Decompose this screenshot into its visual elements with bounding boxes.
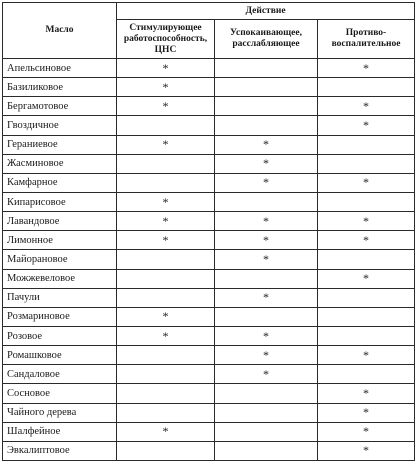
- calming-cell: *: [215, 365, 318, 384]
- table-row: [3, 403, 415, 422]
- calming-cell: [215, 307, 318, 326]
- stimulating-cell: [117, 403, 215, 422]
- stimulating-cell: [117, 269, 215, 288]
- stimulating-cell: [117, 384, 215, 403]
- anti-inflammatory-cell: [318, 288, 415, 307]
- stimulating-cell: *: [117, 422, 215, 441]
- anti-inflammatory-cell: *: [318, 59, 415, 78]
- anti-inflammatory-cell: [318, 154, 415, 173]
- stimulating-cell: *: [117, 78, 215, 97]
- stimulating-cell: [117, 173, 215, 192]
- calming-cell: *: [215, 231, 318, 250]
- stimulating-cell: *: [117, 135, 215, 154]
- essential-oils-table: [2, 2, 415, 461]
- stimulating-cell: [117, 288, 215, 307]
- oil-name-cell: Сосновое: [3, 384, 117, 403]
- calming-cell: [215, 422, 318, 441]
- oil-name-cell: Майорановое: [3, 250, 117, 269]
- calming-cell: *: [215, 135, 318, 154]
- table-row: [3, 173, 415, 192]
- anti-inflammatory-cell: [318, 135, 415, 154]
- oil-name-cell: Розовое: [3, 326, 117, 345]
- oil-name-cell: Базиликовое: [3, 78, 117, 97]
- calming-cell: [215, 441, 318, 460]
- calming-cell: *: [215, 326, 318, 345]
- anti-inflammatory-cell: *: [318, 269, 415, 288]
- oil-name-cell: Жасминовое: [3, 154, 117, 173]
- stimulating-cell: *: [117, 307, 215, 326]
- table-row: [3, 231, 415, 250]
- anti-inflammatory-cell: [318, 365, 415, 384]
- table-row: [3, 269, 415, 288]
- oil-name-cell: Бергамотовое: [3, 97, 117, 116]
- table-row: [3, 365, 415, 384]
- stimulating-cell: [117, 250, 215, 269]
- oil-name-cell: Лавандовое: [3, 212, 117, 231]
- oil-name-cell: Гераниевое: [3, 135, 117, 154]
- calming-cell: *: [215, 173, 318, 192]
- calming-cell: [215, 192, 318, 211]
- anti-inflammatory-cell: [318, 307, 415, 326]
- anti-inflammatory-cell: *: [318, 403, 415, 422]
- table-row: [3, 78, 415, 97]
- stimulating-cell: [117, 441, 215, 460]
- calming-cell: [215, 78, 318, 97]
- oil-name-cell: Шалфейное: [3, 422, 117, 441]
- table-body: [3, 59, 415, 461]
- table-row: [3, 135, 415, 154]
- anti-inflammatory-cell: *: [318, 173, 415, 192]
- oil-column-header: Масло: [3, 3, 117, 59]
- oil-name-cell: Пачули: [3, 288, 117, 307]
- table-row: [3, 59, 415, 78]
- oil-name-cell: Гвоздичное: [3, 116, 117, 135]
- oil-name-cell: Ромашковое: [3, 346, 117, 365]
- table-row: [3, 250, 415, 269]
- calming-column-header: Успокаивающее, расслабляющее: [215, 20, 318, 59]
- stimulating-cell: [117, 154, 215, 173]
- oil-name-cell: Эвкалиптовое: [3, 441, 117, 460]
- table-row: [3, 154, 415, 173]
- anti-inflammatory-column-header: Противо-воспалительное: [318, 20, 415, 59]
- calming-cell: *: [215, 346, 318, 365]
- anti-inflammatory-cell: *: [318, 441, 415, 460]
- anti-inflammatory-cell: *: [318, 97, 415, 116]
- table-row: [3, 288, 415, 307]
- table-row: [3, 307, 415, 326]
- anti-inflammatory-cell: *: [318, 116, 415, 135]
- table-header-row: [3, 3, 415, 20]
- anti-inflammatory-cell: [318, 326, 415, 345]
- stimulating-cell: [117, 116, 215, 135]
- stimulating-cell: [117, 365, 215, 384]
- table-row: [3, 346, 415, 365]
- anti-inflammatory-cell: [318, 192, 415, 211]
- anti-inflammatory-cell: *: [318, 212, 415, 231]
- stimulating-cell: *: [117, 212, 215, 231]
- calming-cell: *: [215, 250, 318, 269]
- oil-name-cell: Сандаловое: [3, 365, 117, 384]
- stimulating-cell: *: [117, 192, 215, 211]
- table-row: [3, 212, 415, 231]
- calming-cell: [215, 403, 318, 422]
- oil-name-cell: Апельсиновое: [3, 59, 117, 78]
- anti-inflammatory-cell: *: [318, 231, 415, 250]
- calming-cell: *: [215, 154, 318, 173]
- table-row: [3, 192, 415, 211]
- anti-inflammatory-cell: *: [318, 384, 415, 403]
- stimulating-cell: *: [117, 97, 215, 116]
- oil-name-cell: Камфарное: [3, 173, 117, 192]
- oil-name-cell: Можжевеловое: [3, 269, 117, 288]
- table-row: [3, 384, 415, 403]
- calming-cell: [215, 59, 318, 78]
- stimulating-column-header: Стимулирующее работоспособность, ЦНС: [117, 20, 215, 59]
- table-row: [3, 326, 415, 345]
- table-row: [3, 116, 415, 135]
- oil-name-cell: Кипарисовое: [3, 192, 117, 211]
- stimulating-cell: *: [117, 59, 215, 78]
- oil-name-cell: Розмариновое: [3, 307, 117, 326]
- anti-inflammatory-cell: [318, 250, 415, 269]
- stimulating-cell: [117, 346, 215, 365]
- oil-name-cell: Чайного дерева: [3, 403, 117, 422]
- action-group-header: Действие: [117, 3, 415, 20]
- calming-cell: [215, 384, 318, 403]
- anti-inflammatory-cell: *: [318, 346, 415, 365]
- calming-cell: *: [215, 288, 318, 307]
- calming-cell: [215, 269, 318, 288]
- oil-name-cell: Лимонное: [3, 231, 117, 250]
- anti-inflammatory-cell: *: [318, 422, 415, 441]
- table-row: [3, 97, 415, 116]
- table-row: [3, 441, 415, 460]
- stimulating-cell: *: [117, 231, 215, 250]
- table-row: [3, 422, 415, 441]
- anti-inflammatory-cell: [318, 78, 415, 97]
- calming-cell: *: [215, 212, 318, 231]
- calming-cell: [215, 97, 318, 116]
- stimulating-cell: *: [117, 326, 215, 345]
- calming-cell: [215, 116, 318, 135]
